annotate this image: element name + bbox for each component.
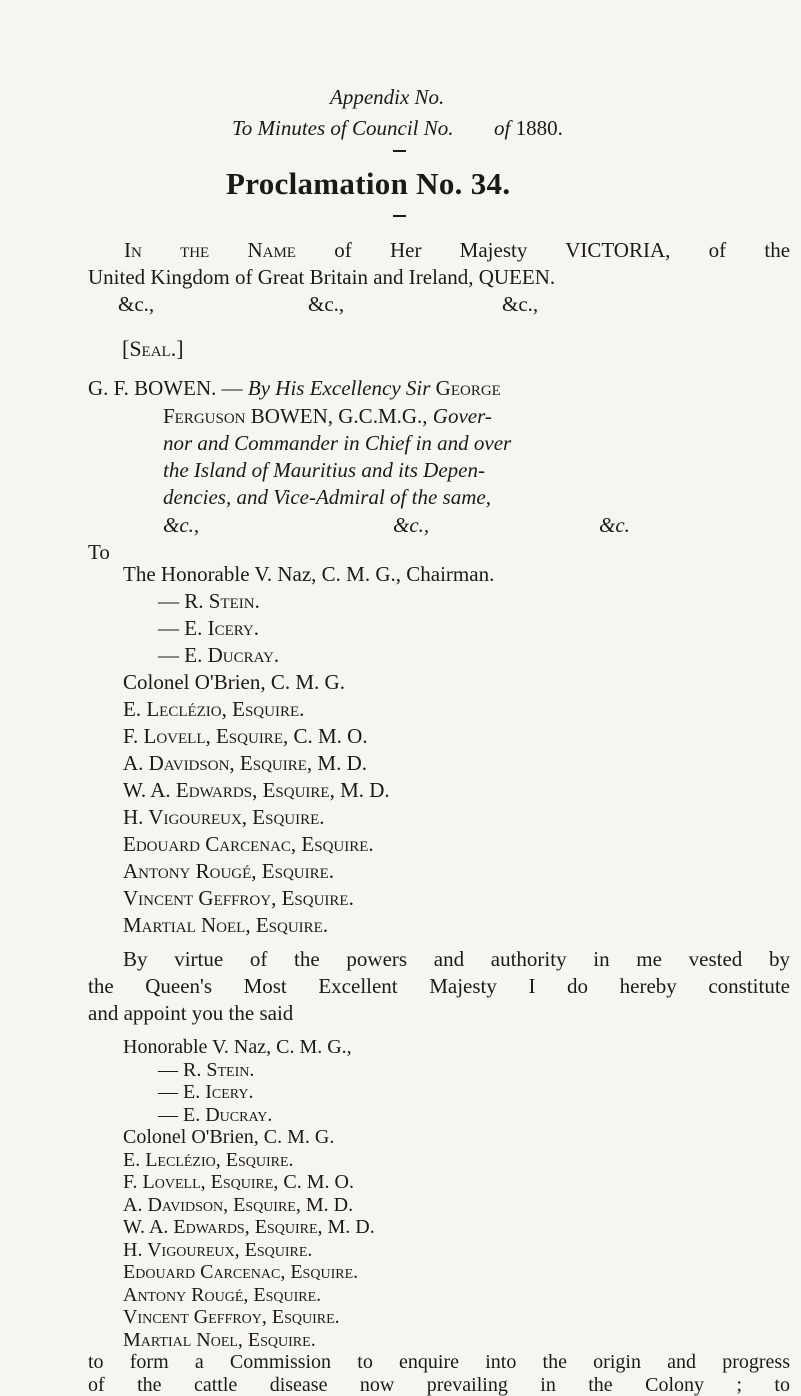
preamble-line-1: [124, 238, 790, 263]
addressee-line: Honorable V. Naz, C. M. G.,: [123, 1036, 352, 1058]
addressee-line: — R. Stein.: [158, 589, 260, 613]
governor-line-3: nor and Commander in Chief in and over: [163, 431, 512, 455]
preamble-etc-3: &c.,: [502, 292, 539, 316]
addressee-line: Colonel O'Brien, C. M. G.: [123, 1126, 335, 1148]
addressee-line: Colonel O'Brien, C. M. G.: [123, 670, 345, 694]
addressee-line: A. Davidson, Esquire, M. D.: [123, 751, 367, 775]
addressee-line: Edouard Carcenac, Esquire.: [123, 1261, 359, 1283]
minutes-prefix: To Minutes of Council No.: [232, 116, 454, 140]
preamble-line-2: United Kingdom of Great Britain and Ireland, QUEEN.: [88, 265, 556, 289]
addressee-line: Martial Noel, Esquire.: [123, 1328, 316, 1351]
proclamation-title: Proclamation No. 34.: [226, 166, 511, 201]
addressee-line: Antony Rougé, Esquire.: [123, 1283, 322, 1306]
addressee-line: — E. Ducray.: [158, 1103, 273, 1126]
governor-line-2: [163, 404, 790, 429]
closing-line-2: of the cattle disease now prevailing in the Colony ; to: [88, 1373, 790, 1396]
body-line-2: the Queen's Most Excellent Majesty I do hereby constitute: [88, 974, 790, 998]
addressee-line: Vincent Geffroy, Esquire.: [123, 1306, 340, 1328]
governor-etc-1: &c.,: [163, 513, 200, 537]
minutes-year: 1880.: [515, 116, 563, 140]
addressee-line: W. A. Edwards, Esquire, M. D.: [123, 778, 390, 802]
closing-line-1: to form a Commission to enquire into the origin and progress: [88, 1351, 790, 1373]
addressee-line: Antony Rougé, Esquire.: [123, 859, 335, 883]
addressee-line: F. Lovell, Esquire, C. M. O.: [123, 1171, 354, 1193]
governor-etc-3: &c.: [599, 513, 630, 537]
addressee-line: The Honorable V. Naz, C. M. G., Chairman.: [123, 562, 495, 586]
addressee-line: E. Leclézio, Esquire.: [123, 1148, 294, 1171]
by-his-excellency: By His Excellency Sir: [247, 376, 431, 400]
preamble-etc-1: &c.,: [118, 292, 155, 316]
minutes-heading: [232, 116, 563, 141]
preamble-rest: of Her Majesty VICTORIA, of the: [334, 238, 791, 262]
bowen-title: BOWEN, G.C.M.G.,: [250, 404, 428, 428]
addressee-line: — E. Ducray.: [158, 643, 280, 667]
divider: [393, 215, 406, 217]
minutes-of: of: [494, 116, 511, 140]
addressee-line: E. Leclézio, Esquire.: [123, 697, 305, 721]
addressee-line: W. A. Edwards, Esquire, M. D.: [123, 1216, 375, 1238]
addressee-line: Vincent Geffroy, Esquire.: [123, 886, 354, 910]
divider: [393, 150, 406, 152]
governor-line-1: [88, 376, 790, 401]
gover: Gover-: [432, 404, 492, 428]
addressee-line: A. Davidson, Esquire, M. D.: [123, 1193, 354, 1216]
addressee-line: Edouard Carcenac, Esquire.: [123, 832, 374, 856]
addressee-line: H. Vigoureux, Esquire.: [123, 1238, 313, 1261]
george: George: [435, 376, 501, 400]
governor-line-4: the Island of Mauritius and its Depen-: [163, 458, 485, 482]
governor-etc-2: &c.,: [393, 513, 430, 537]
addressee-line: — E. Icery.: [158, 616, 259, 640]
to-label: To: [88, 540, 110, 564]
addressee-line: Martial Noel, Esquire.: [123, 913, 329, 937]
body-line-1: By virtue of the powers and authority in me vested by: [123, 947, 790, 971]
ferguson: Ferguson: [163, 404, 246, 428]
body-line-3: and appoint you the said: [88, 1001, 294, 1025]
addressee-line: — R. Stein.: [158, 1058, 255, 1081]
addressee-line: H. Vigoureux, Esquire.: [123, 805, 325, 829]
governor-name: G. F. BOWEN. —: [88, 376, 243, 400]
addressee-line: — E. Icery.: [158, 1081, 254, 1103]
appendix-heading: Appendix No.: [330, 85, 445, 109]
preamble-etc-2: &c.,: [308, 292, 345, 316]
in-the-name: In the Name: [124, 238, 296, 262]
governor-line-5: dencies, and Vice-Admiral of the same,: [163, 485, 491, 509]
addressee-line: F. Lovell, Esquire, C. M. O.: [123, 724, 368, 748]
seal-label: [Seal.]: [122, 336, 184, 361]
